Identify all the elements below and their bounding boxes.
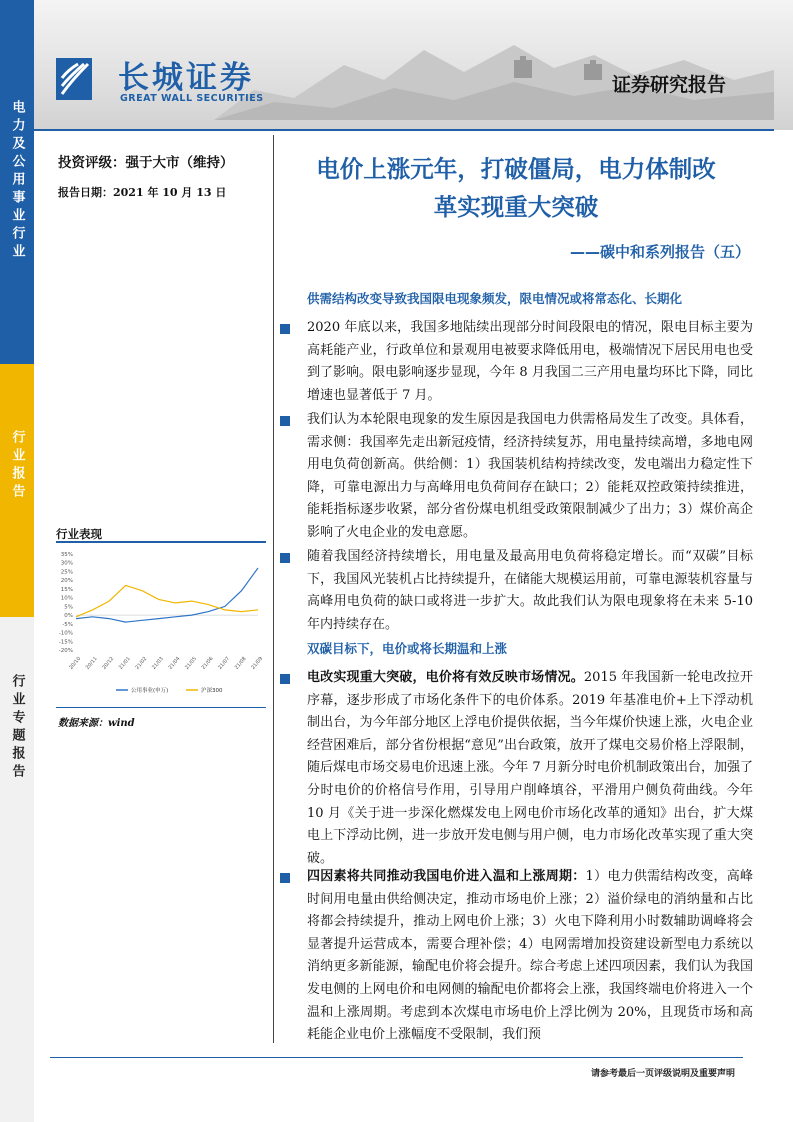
paragraph-4 xyxy=(307,667,753,870)
bullet-marker xyxy=(280,674,290,684)
page-title xyxy=(280,150,752,226)
series-line-0 xyxy=(76,568,258,622)
side-bar xyxy=(0,0,34,1122)
chart-top-rule xyxy=(56,541,266,543)
side-report-subtype-block xyxy=(0,640,34,820)
paragraph-5-lead: 四因素将共同推动我国电价进入温和上涨周期： xyxy=(307,869,586,884)
investment-rating: 投资评级：强于大市（维持） xyxy=(58,155,234,171)
chart-title: 行业表现 xyxy=(56,527,102,541)
side-industry-label: 电力及公用事业行业 xyxy=(9,100,25,262)
y-tick-label: -20% xyxy=(58,648,73,654)
legend-label: 沪深300 xyxy=(201,688,223,694)
x-tick-label: 21/02 xyxy=(134,655,149,671)
paragraph-5 xyxy=(307,866,753,1047)
report-type-label: 证券研究报告 xyxy=(612,74,727,96)
y-tick-label: -15% xyxy=(58,639,73,646)
company-logo-english: GREAT WALL SECURITIES xyxy=(120,93,264,104)
x-tick-label: 20/10 xyxy=(68,655,83,671)
title-line-1: 电价上涨元年，打破僵局，电力体制改 xyxy=(316,155,716,183)
y-tick-label: 0% xyxy=(64,613,73,620)
y-tick-label: 20% xyxy=(60,578,73,585)
column-divider xyxy=(273,135,274,1043)
chart-source: 数据来源：wind xyxy=(58,718,135,729)
chart-bottom-rule xyxy=(56,707,266,708)
header-divider xyxy=(34,129,774,131)
side-industry-block xyxy=(0,0,34,364)
y-tick-label: 10% xyxy=(60,595,73,602)
x-tick-label: 21/06 xyxy=(200,655,215,671)
legend-label: 公用事业(申万) xyxy=(131,688,169,694)
x-tick-label: 21/08 xyxy=(233,655,248,671)
paragraph-2: 我们认为本轮限电现象的发生原因是我国电力供需格局发生了改变。具体看，需求侧：我国率先走出新冠疫情，经济持续复苏，用电量持续高增，多地电网用电负荷创新高。供给侧：1）我国装机结构持续改变，发电端出力稳定性下降，可靠电源出力与高峰用电负荷间存在缺口；2）能耗双控政策持续推进，能耗指标逐步收紧，部分省份煤电机组受政策限制减少了出力；3）煤价高企影响了火电企业的发电意愿。 xyxy=(307,412,753,540)
y-tick-label: 30% xyxy=(60,560,73,567)
x-tick-label: 21/07 xyxy=(217,655,232,671)
company-logo-text: 长城证券 xyxy=(118,60,254,96)
paragraph-1: 2020 年底以来，我国多地陆续出现部分时间段限电的情况，限电目标主要为高耗能产业，行政单位和景观用电被要求降低用电，极端情况下居民用电也受到了影响。限电影响逐步显现，今年 8 月我国二三产用电量均环比下降，同比增速也显著低于 7 月。 xyxy=(307,320,753,403)
y-tick-label: 25% xyxy=(60,569,73,576)
title-line-2: 革实现重大突破 xyxy=(433,193,599,221)
paragraph-4-body: 2015 年我国新一轮电改拉开序幕，逐步形成了市场化条件下的电价体系。2019 年基准电价+上下浮动机制出台，为今年部分地区上浮电价提供依据，当今年煤价快速上涨，火电企业经营困难后，部分省份根据“意见”出台政策，放开了煤电交易价格上浮限制，随后煤电市场交易电价迅速上涨。今年 7 月新分时电价机制政策出台，加强了分时电价的价格信号作用，引导用户削峰填谷，平滑用户侧负荷曲线。今年 10 月《关于进一步深化燃煤发电上网电价市场化改革的通知》出台，扩大煤电上下浮动比例，进一步放开发电侧与用户侧，电力市场化改革实现了重大突破。 xyxy=(307,670,753,866)
report-date: 报告日期：2021 年 10 月 13 日 xyxy=(58,186,227,199)
x-tick-label: 20/12 xyxy=(101,655,116,671)
footer-disclaimer: 请参考最后一页评级说明及重要声明 xyxy=(590,1069,735,1079)
industry-performance-chart xyxy=(56,546,266,706)
bullet-marker xyxy=(280,324,290,334)
x-tick-label: 21/01 xyxy=(117,655,132,671)
section-heading-1: 供需结构改变导致我国限电现象频发，限电情况或将常态化、长期化 xyxy=(307,291,683,306)
x-tick-label: 21/04 xyxy=(167,655,182,671)
bullet-marker xyxy=(280,873,290,883)
side-report-type-label: 行业报告 xyxy=(9,430,25,502)
great-wall-logo-icon xyxy=(56,50,92,100)
bullet-marker xyxy=(280,416,290,426)
footer-divider xyxy=(50,1057,743,1058)
section-heading-2: 双碳目标下，电价或将长期温和上涨 xyxy=(307,641,508,656)
y-tick-label: -5% xyxy=(62,621,73,628)
bullet-marker xyxy=(280,553,290,563)
side-report-type-block xyxy=(0,364,34,617)
x-tick-label: 21/09 xyxy=(250,655,265,671)
paragraph-4-lead: 电改实现重大突破，电价将有效反映市场情况。 xyxy=(307,670,584,685)
page-subtitle: ——碳中和系列报告（五） xyxy=(569,243,750,261)
x-tick-label: 21/05 xyxy=(184,655,198,671)
y-tick-label: 15% xyxy=(60,586,73,593)
paragraph-3: 随着我国经济持续增长，用电量及最高用电负荷将稳定增长。而“双碳”目标下，我国风光装机占比持续提升，在储能大规模运用前，可靠电源装机容量与高峰用电负荷的缺口或将进一步扩大。故此我们认为限电现象将在未来 5-10 年内持续存在。 xyxy=(307,549,753,632)
x-tick-label: 21/03 xyxy=(151,655,165,671)
y-tick-label: 5% xyxy=(64,604,73,611)
y-tick-label: 35% xyxy=(60,552,73,558)
x-tick-label: 20/11 xyxy=(84,655,99,671)
paragraph-5-body: 1）电力供需结构改变，高峰时间用电量由供给侧决定，推动市场电价上涨；2）溢价绿电的消纳量和占比将都会持续提升，推动上网电价上涨；3）火电下降利用小时数辅助调峰将会显著提升运营成本，需要合理补偿；4）电网需增加投资建设新型电力系统以消纳更多新能源，输配电价将会提升。综合考虑上述四项因素，我们认为我国发电侧的上网电价和电网侧的输配电价都将会上涨，我国终端电价将进入一个温和上涨周期。考虑到本次煤电市场电价上浮比例为 20%，且现货市场和高耗能企业电价上涨幅度不受限制，我们预 xyxy=(307,869,753,1043)
page-header xyxy=(34,0,793,130)
y-tick-label: -10% xyxy=(58,630,73,637)
side-report-subtype-label: 行业专题报告 xyxy=(9,674,25,782)
